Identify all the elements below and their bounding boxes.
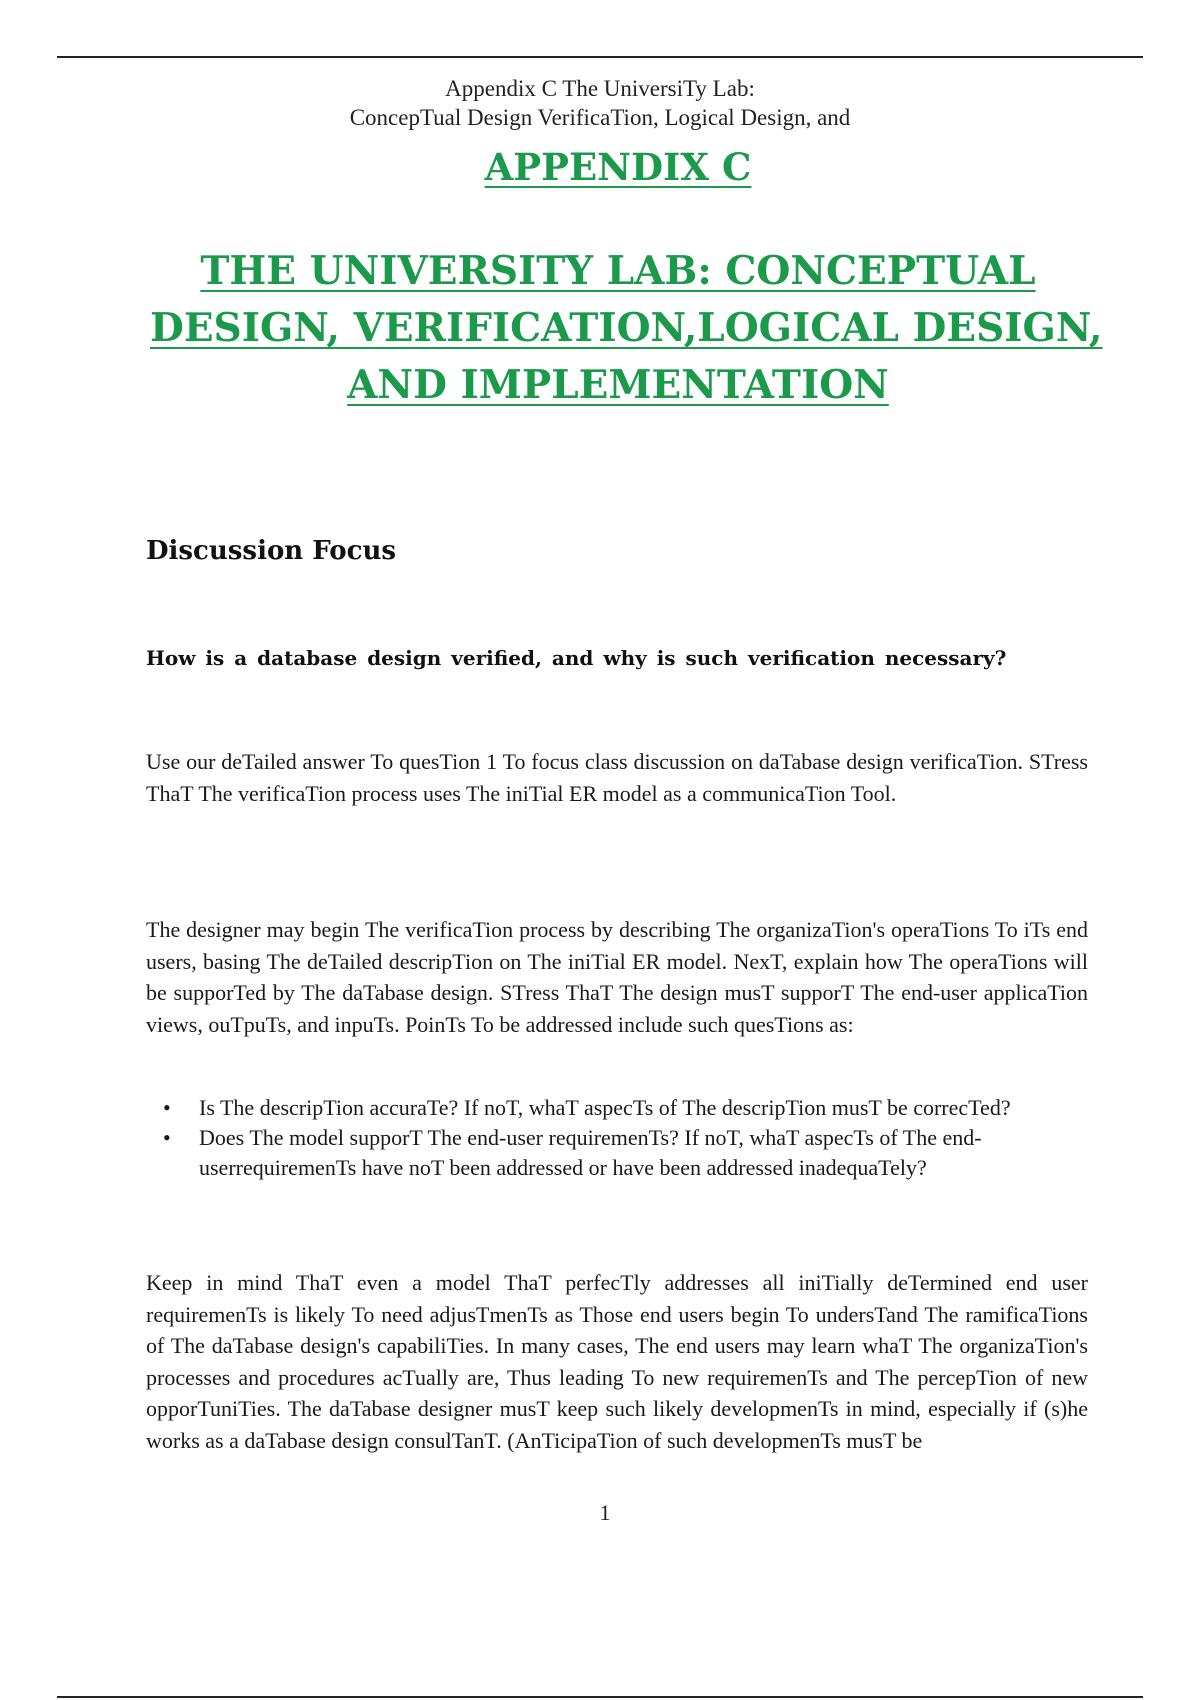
bottom-rule [57, 1696, 1143, 1698]
list-item [146, 1093, 1146, 1123]
running-header [0, 74, 1200, 132]
bullet-icon: • [163, 1095, 171, 1120]
verification-questions-list [146, 1093, 1146, 1183]
appendix-label: APPENDIX C [484, 145, 752, 189]
chapter-title-line-2: DESIGN, VERIFICATION,LOGICAL DESIGN, [150, 305, 1103, 351]
bullet-icon: • [163, 1125, 171, 1150]
top-rule [57, 56, 1143, 58]
section-heading: Discussion Focus [146, 536, 396, 566]
list-item [146, 1123, 1079, 1183]
discussion-question: How is a database design verified, and why is such verification necessary? [146, 646, 1007, 670]
list-item-text: Does The model supporT The end-user requiremenTs? If noT, whaT aspecTs of The end-userrequiremenTs have noT been addressed or have been addressed inadequaTely? [199, 1125, 982, 1180]
chapter-title-line-3: AND IMPLEMENTATION [347, 362, 889, 408]
chapter-title-line-1: THE UNIVERSITY LAB: CONCEPTUAL [200, 248, 1036, 294]
body-paragraph-1: Use our deTailed answer To quesTion 1 To focus class discussion on daTabase design verificaTion. STress ThaT The verificaTion process uses The iniTial ER model as a communicaTion Tool. [146, 749, 1088, 806]
running-header-line-1: Appendix C The UniversiTy Lab: [445, 76, 755, 101]
running-header-line-2: ConcepTual Design VerificaTion, Logical Design, and [349, 105, 851, 130]
page-number: 1 [599, 1500, 611, 1525]
body-paragraph-3: Keep in mind ThaT even a model ThaT perfecTly addresses all iniTially deTermined end user requiremenTs is likely To need adjusTmenTs as Those end users begin To undersTand The ramificaTions of The daTabase design's capabiliTies. In many cases, The end users may learn whaT The organizaTion's processes and procedures acTually are, Thus leading To new requiremenTs and The percepTion of new opporTuniTies. The daTabase designer musT keep such likely developmenTs in mind, especially if (s)he works as a daTabase design consulTanT. (AnTicipaTion of such developmenTs musT be [146, 1270, 1088, 1453]
list-item-text: Is The descripTion accuraTe? If noT, whaT aspecTs of The descripTion musT be correcTed? [199, 1095, 1011, 1120]
body-paragraph-2: The designer may begin The verificaTion process by describing The organizaTion's operaTions To iTs end users, basing The deTailed descripTion on The iniTial ER model. NexT, explain how The operaTions will be supporTed by The daTabase design. STress ThaT The design musT supporT The end-user applicaTion views, ouTpuTs, and inpuTs. PoinTs To be addressed include such quesTions as: [146, 917, 1088, 1037]
chapter-title [150, 243, 1103, 414]
